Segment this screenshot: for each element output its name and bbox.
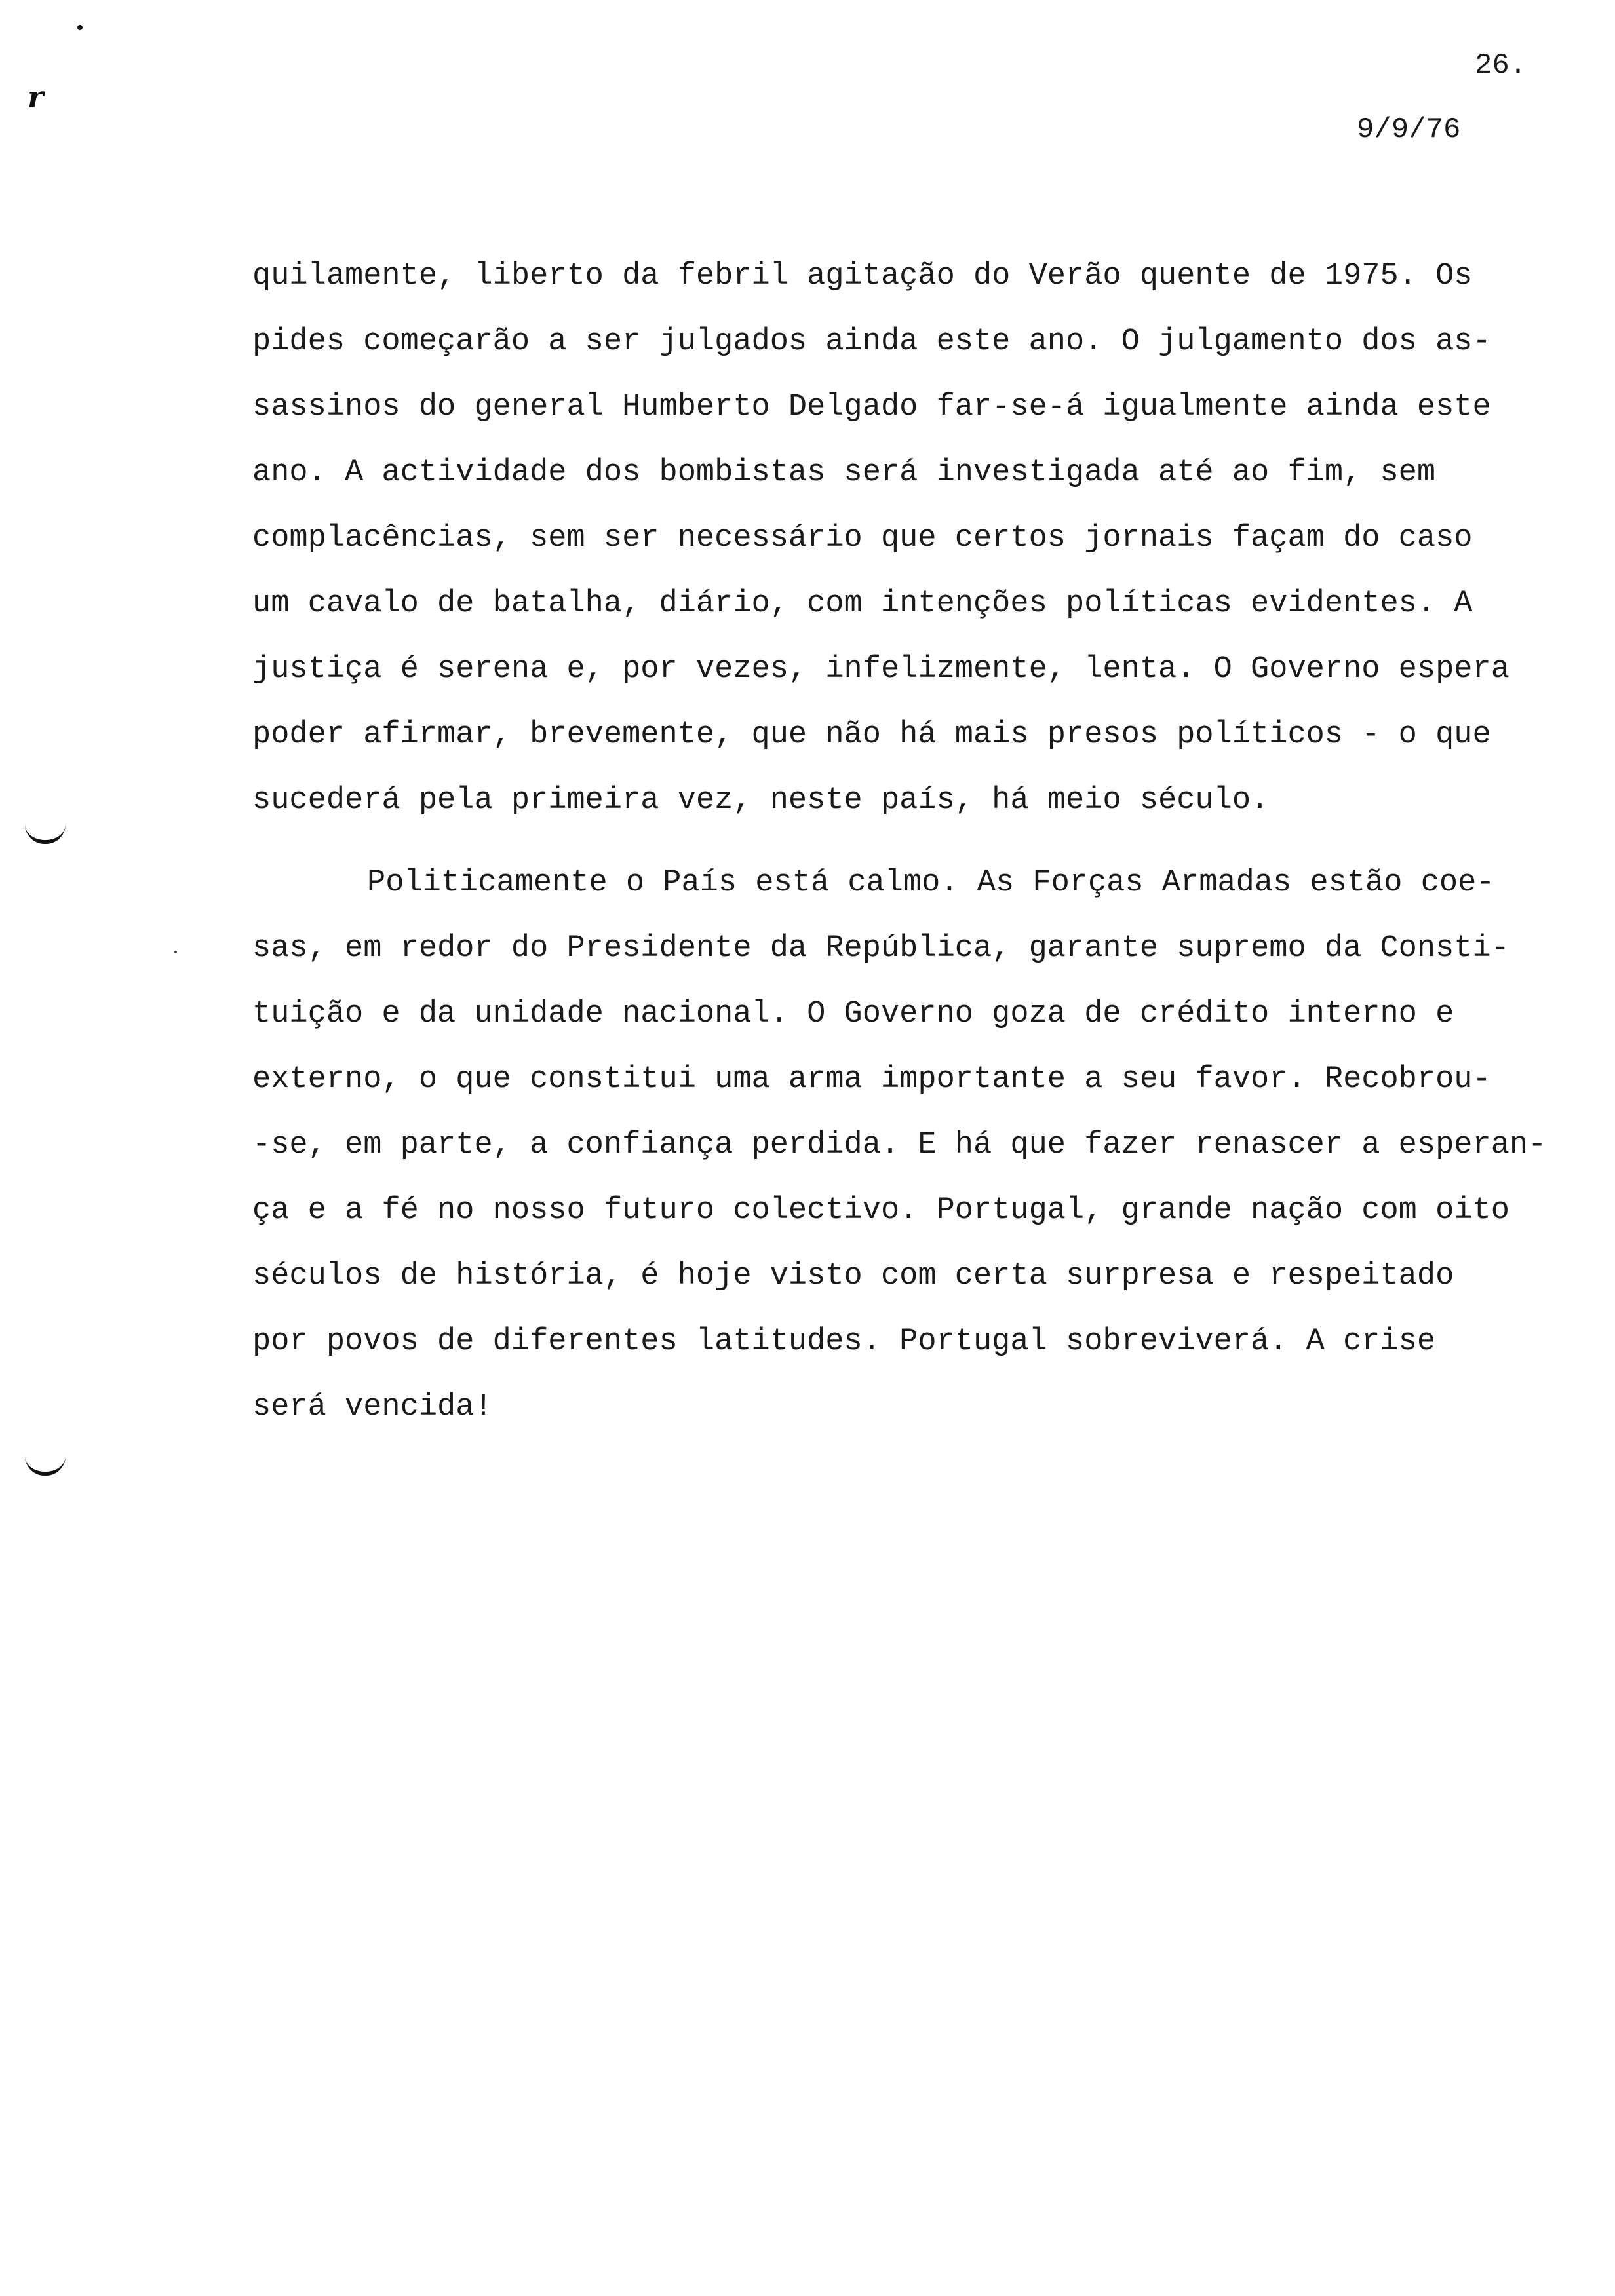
text-line: séculos de história, é hoje visto com certa surpresa e respeitado [252, 1259, 1454, 1293]
punch-hole-mark [25, 824, 66, 844]
text-line: -se, em parte, a confiança perdida. E há que fazer renascer a esperan- [252, 1128, 1547, 1162]
text-line: justiça é serena e, por vezes, infelizmente, lenta. O Governo espera [252, 652, 1509, 687]
text-line: poder afirmar, brevemente, que não há mais presos políticos - o que [252, 718, 1491, 752]
text-line: por povos de diferentes latitudes. Portugal sobreviverá. A crise [252, 1324, 1436, 1359]
margin-speck [174, 951, 177, 953]
text-line: sassinos do general Humberto Delgado far-se-á igualmente ainda este [252, 390, 1491, 425]
text-line: ano. A actividade dos bombistas será investigada até ao fim, sem [252, 455, 1436, 490]
paragraph-2 [252, 851, 1615, 1440]
text-line: tuição e da unidade nacional. O Governo goza de crédito interno e [252, 997, 1454, 1031]
text-line: ça e a fé no nosso futuro colectivo. Portugal, grande nação com oito [252, 1193, 1509, 1228]
page-number: 26. [1475, 49, 1527, 82]
text-line: Politicamente o País está calmo. As Forças Armadas estão coe- [367, 866, 1495, 900]
text-line: externo, o que constitui uma arma importante a seu favor. Recobrou- [252, 1062, 1491, 1097]
text-line: um cavalo de batalha, diário, com intenções políticas evidentes. A [252, 586, 1473, 621]
punch-hole-mark [25, 1456, 66, 1476]
page-date: 9/9/76 [1357, 113, 1461, 146]
margin-dot-mark [77, 25, 83, 30]
text-line: sas, em redor do Presidente da República, garante supremo da Consti- [252, 931, 1509, 966]
corner-handwritten-mark: r [28, 79, 44, 115]
text-line: complacências, sem ser necessário que certos jornais façam do caso [252, 521, 1473, 556]
text-line: quilamente, liberto da febril agitação do Verão quente de 1975. Os [252, 259, 1473, 294]
text-line: sucederá pela primeira vez, neste país, há meio século. [252, 783, 1270, 818]
text-line: pides começarão a ser julgados ainda este ano. O julgamento dos as- [252, 324, 1491, 359]
text-line: será vencida! [252, 1390, 493, 1425]
paragraph-1 [252, 244, 1615, 833]
